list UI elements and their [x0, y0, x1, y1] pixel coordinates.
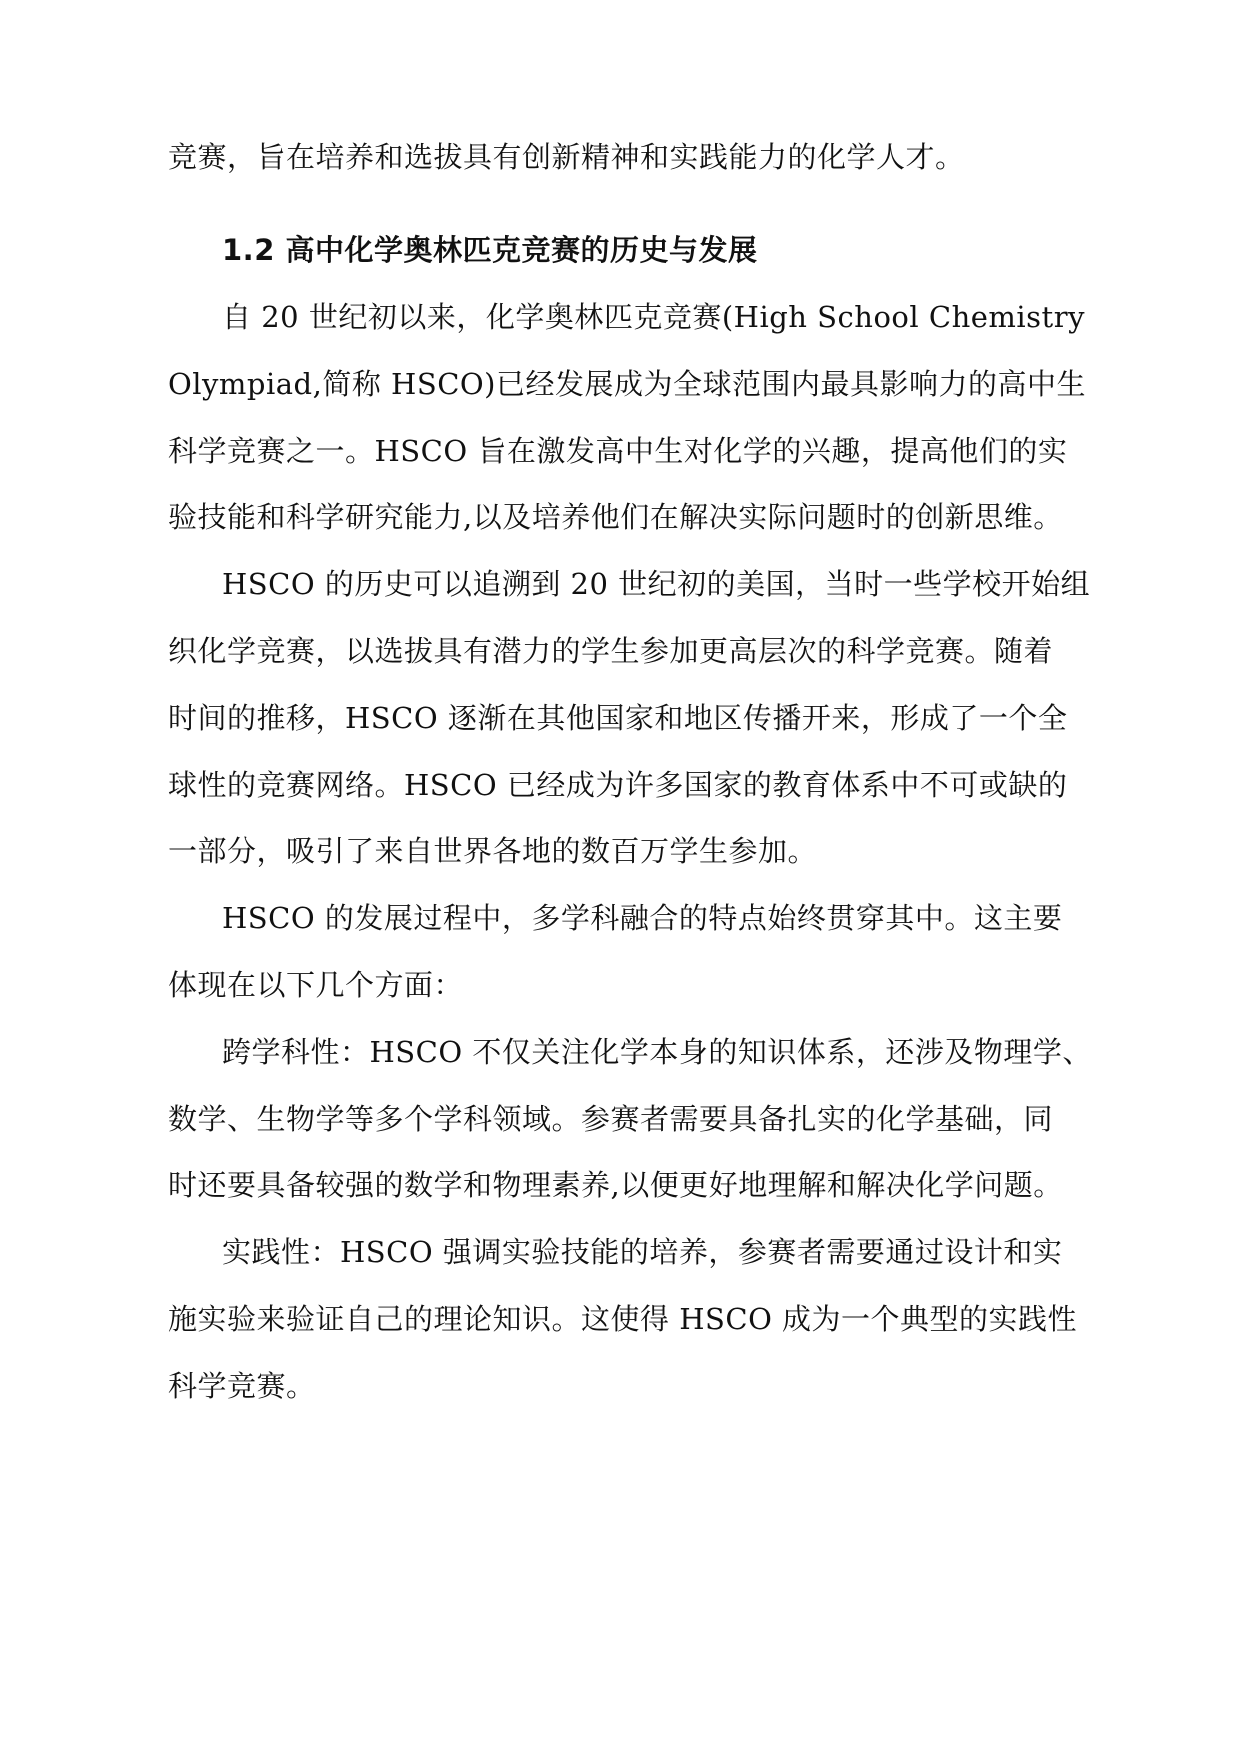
paragraph-line: 施实验来验证自己的理论知识。这使得 HSCO 成为一个典型的实践性 [168, 1302, 1078, 1336]
paragraph-line: 验技能和科学研究能力,以及培养他们在解决实际问题时的创新思维。 [168, 500, 1063, 534]
section-heading: 1.2 高中化学奥林匹克竞赛的历史与发展 [222, 233, 758, 267]
paragraph-line: HSCO 的历史可以追溯到 20 世纪初的美国，当时一些学校开始组 [222, 567, 1091, 601]
paragraph-line: Olympiad,简称 HSCO)已经发展成为全球范围内最具影响力的高中生 [168, 367, 1086, 401]
paragraph-line: 织化学竞赛，以选拔具有潜力的学生参加更高层次的科学竞赛。随着 [168, 634, 1054, 668]
paragraph-line: 时间的推移，HSCO 逐渐在其他国家和地区传播开来，形成了一个全 [168, 701, 1068, 735]
paragraph-line: 科学竞赛之一。HSCO 旨在激发高中生对化学的兴趣，提高他们的实 [168, 434, 1068, 468]
paragraph-line: 实践性：HSCO 强调实验技能的培养，参赛者需要通过设计和实 [222, 1235, 1063, 1269]
paragraph-line: 体现在以下几个方面： [168, 968, 464, 1002]
paragraph-line: 一部分，吸引了来自世界各地的数百万学生参加。 [168, 834, 818, 868]
paragraph-line: 数学、生物学等多个学科领域。参赛者需要具备扎实的化学基础，同 [168, 1102, 1054, 1136]
paragraph-line: 时还要具备较强的数学和物理素养,以便更好地理解和解决化学问题。 [168, 1168, 1063, 1202]
paragraph-line: 球性的竞赛网络。HSCO 已经成为许多国家的教育体系中不可或缺的 [168, 768, 1068, 802]
paragraph-line: 竞赛，旨在培养和选拔具有创新精神和实践能力的化学人才。 [168, 140, 965, 174]
paragraph-line: 跨学科性：HSCO 不仅关注化学本身的知识体系，还涉及物理学、 [222, 1035, 1092, 1069]
paragraph-line: HSCO 的发展过程中，多学科融合的特点始终贯穿其中。这主要 [222, 901, 1063, 935]
paragraph-line: 科学竞赛。 [168, 1369, 316, 1403]
paragraph-line: 自 20 世纪初以来，化学奥林匹克竞赛(High School Chemistry [222, 300, 1085, 334]
